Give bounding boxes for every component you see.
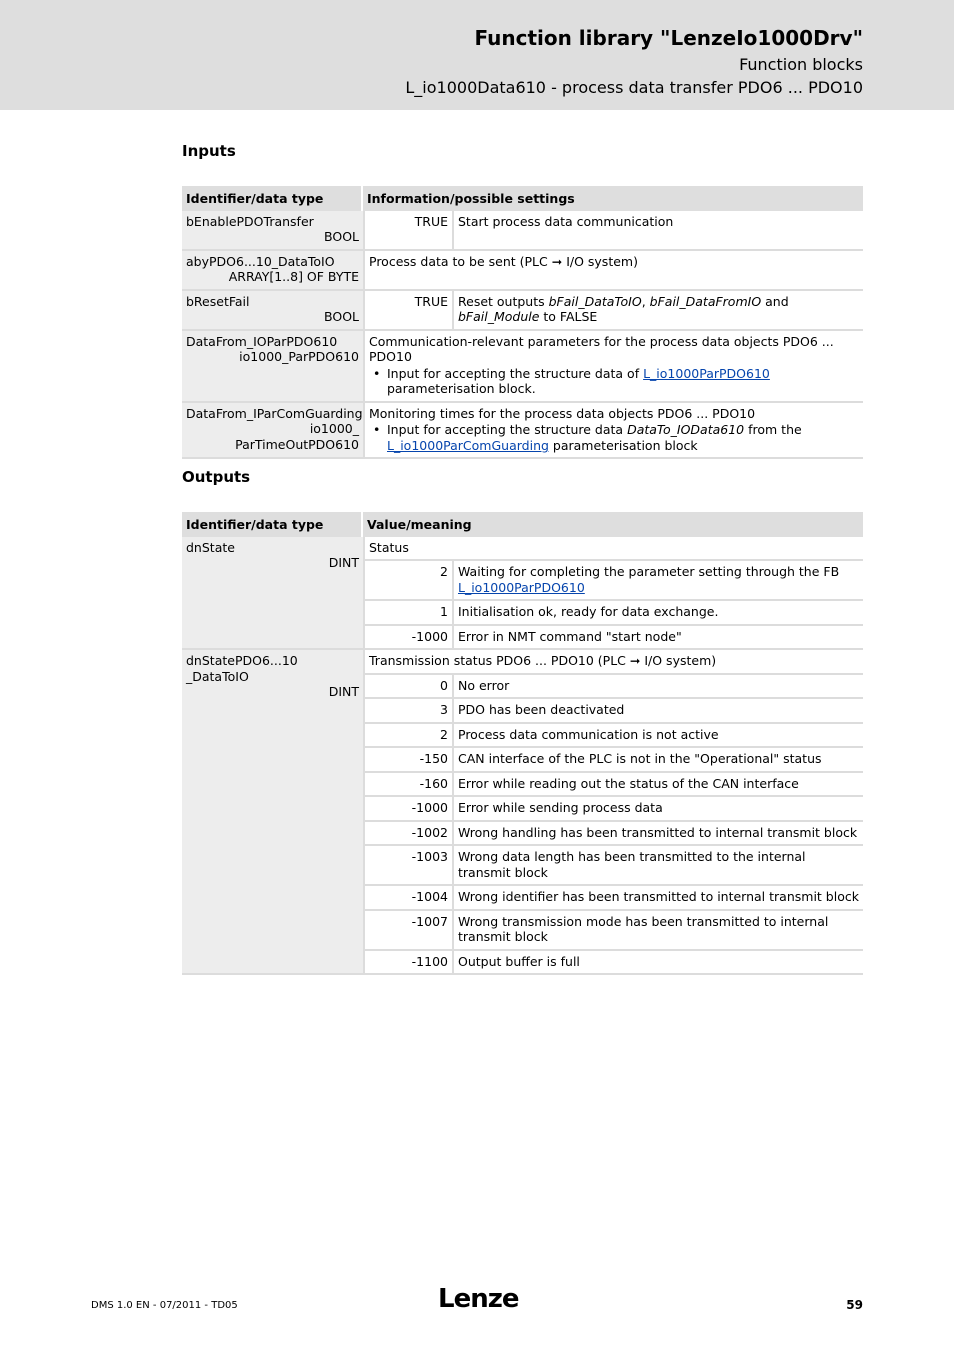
- description-cell: Reset outputs bFail_DataToIO, bFail_DataFromIO and bFail_Module to FALSE: [454, 291, 863, 331]
- link-l-io1000parpdo610[interactable]: L_io1000ParPDO610: [643, 365, 770, 381]
- col-header-identifier: Identifier/data type: [182, 512, 363, 537]
- page-number: 59: [846, 1298, 863, 1312]
- identifier-cell: DataFrom_IParComGuarding io1000_ ParTimeOutPDO610: [182, 403, 363, 460]
- identifier-cell: dnState DINT: [182, 537, 363, 651]
- value-cell: TRUE: [363, 211, 454, 251]
- outputs-heading: Outputs: [182, 468, 251, 486]
- inputs-header-row: [182, 186, 863, 211]
- value-cell: -1000: [363, 797, 454, 822]
- value-cell: -1000: [363, 626, 454, 651]
- arrow-icon: ➞: [629, 653, 641, 668]
- description-cell: Waiting for completing the parameter setting through the FB L_io1000ParPDO610: [454, 561, 863, 601]
- table-row: [182, 537, 863, 562]
- link-l-io1000parpdo610[interactable]: L_io1000ParPDO610: [458, 579, 585, 595]
- description-cell: Monitoring times for the process data objects PDO6 ... PDO10 • Input for accepting the structure data DataTo_IOData610 from the L_io1000ParComGuarding parameterisation block: [363, 403, 863, 460]
- col-header-info: Information/possible settings: [363, 186, 863, 211]
- value-cell: -1004: [363, 886, 454, 911]
- description-cell: Communication-relevant parameters for the process data objects PDO6 ... PDO10 • Input for accepting the structure data of L_io1000ParPDO610 parameterisation block.: [363, 331, 863, 403]
- identifier-cell: bResetFail BOOL: [182, 291, 363, 331]
- description-cell: Process data communication is not active: [454, 724, 863, 749]
- description-cell: CAN interface of the PLC is not in the "Operational" status: [454, 748, 863, 773]
- description-cell: Wrong transmission mode has been transmitted to internal transmit block: [454, 911, 863, 951]
- table-row: [182, 251, 863, 291]
- identifier-cell: bEnablePDOTransfer BOOL: [182, 211, 363, 251]
- description-cell: PDO has been deactivated: [454, 699, 863, 724]
- outputs-table: [182, 512, 863, 975]
- description-cell: Process data to be sent (PLC ➞ I/O system): [363, 251, 863, 291]
- value-cell: -1100: [363, 951, 454, 976]
- table-row: [182, 291, 863, 331]
- description-cell: Wrong data length has been transmitted to the internal transmit block: [454, 846, 863, 886]
- identifier-cell: abyPDO6...10_DataToIO ARRAY[1..8] OF BYTE: [182, 251, 363, 291]
- table-row: [182, 211, 863, 251]
- col-header-identifier: Identifier/data type: [182, 186, 363, 211]
- page-header: [0, 0, 954, 110]
- value-cell: -1003: [363, 846, 454, 886]
- value-cell: 2: [363, 561, 454, 601]
- description-cell: Wrong identifier has been transmitted to internal transmit block: [454, 886, 863, 911]
- value-cell: 0: [363, 675, 454, 700]
- value-cell: 1: [363, 601, 454, 626]
- value-cell: -160: [363, 773, 454, 798]
- document-id: DMS 1.0 EN - 07/2011 - TD05: [91, 1300, 238, 1311]
- table-row: [182, 650, 863, 675]
- description-cell: Output buffer is full: [454, 951, 863, 976]
- identifier-cell: DataFrom_IOParPDO610 io1000_ParPDO610: [182, 331, 363, 403]
- description-cell: Error while sending process data: [454, 797, 863, 822]
- description-cell: Error in NMT command "start node": [454, 626, 863, 651]
- link-l-io1000parcomguarding[interactable]: L_io1000ParComGuarding: [387, 437, 549, 453]
- page-title: Function library "LenzeIo1000Drv": [474, 26, 863, 50]
- inputs-heading: Inputs: [182, 142, 236, 160]
- status-title-cell: Status: [363, 537, 863, 562]
- value-cell: TRUE: [363, 291, 454, 331]
- table-row: [182, 403, 863, 460]
- value-cell: -1007: [363, 911, 454, 951]
- description-cell: Wrong handling has been transmitted to internal transmit block: [454, 822, 863, 847]
- value-cell: -1002: [363, 822, 454, 847]
- inputs-table: [182, 186, 863, 459]
- arrow-icon: ➞: [551, 253, 563, 269]
- value-cell: 3: [363, 699, 454, 724]
- description-cell: Start process data communication: [454, 211, 863, 251]
- list-item: • Input for accepting the structure data of L_io1000ParPDO610 parameterisation block.: [387, 366, 859, 397]
- list-item: • Input for accepting the structure data DataTo_IOData610 from the L_io1000ParComGuarding parameterisation block: [387, 422, 859, 453]
- value-cell: -150: [363, 748, 454, 773]
- description-cell: Initialisation ok, ready for data exchange.: [454, 601, 863, 626]
- block-subtitle: L_io1000Data610 - process data transfer PDO6 ... PDO10: [405, 78, 863, 97]
- description-cell: No error: [454, 675, 863, 700]
- lenze-logo: Lenze: [438, 1284, 519, 1314]
- description-cell: Error while reading out the status of the CAN interface: [454, 773, 863, 798]
- identifier-cell: dnStatePDO6...10 _DataToIO DINT: [182, 650, 363, 975]
- section-subtitle: Function blocks: [739, 55, 863, 74]
- col-header-value: Value/meaning: [363, 512, 863, 537]
- value-cell: 2: [363, 724, 454, 749]
- outputs-header-row: [182, 512, 863, 537]
- status-title-cell: Transmission status PDO6 ... PDO10 (PLC ➞ I/O system): [363, 650, 863, 675]
- table-row: [182, 331, 863, 403]
